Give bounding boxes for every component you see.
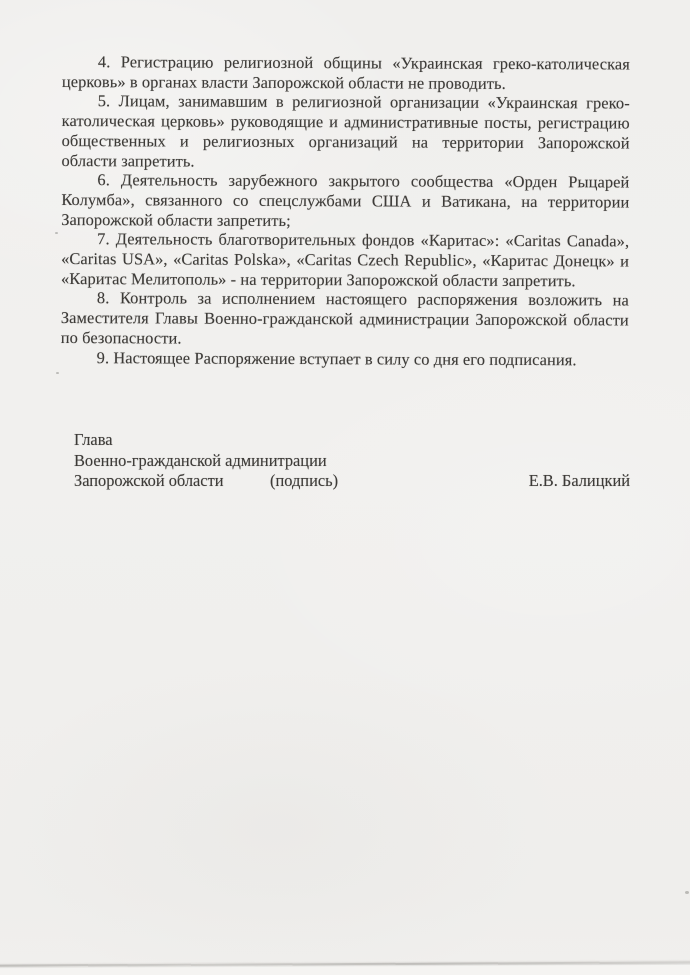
signer-title-line-2: Военно-гражданской админитрации xyxy=(74,450,327,470)
scan-speck xyxy=(56,372,59,374)
signer-name: Е.В. Балицкий xyxy=(528,471,630,491)
signer-title-line-3: Запорожской области xyxy=(74,471,224,491)
order-paragraph-7: 7. Деятельность благотворительных фондов «Каритас»: «Caritas Canada», «Caritas USA», «Caritas Polska», «Caritas Czech Republic», «Каритас Донецк» и «Каритас Мелитополь» - на территории Запорожской области запретить. xyxy=(60,229,630,290)
signer-title-line-1: Глава xyxy=(74,430,113,449)
signature-block xyxy=(74,430,630,492)
order-paragraph-8: 8. Контроль за исполнением настоящего распоряжения возложить на Заместителя Главы Военно-гражданской администрации Запорожской области по безопасности. xyxy=(60,288,629,348)
signature-row xyxy=(74,471,630,492)
document-text-block xyxy=(61,52,630,370)
scan-bottom-strip xyxy=(0,965,690,975)
scan-speck xyxy=(685,891,689,894)
order-paragraph-4: 4. Регистрацию религиозной общины «Украинская греко-католическая церковь» в органах власти Запорожской области не проводить. xyxy=(61,52,630,93)
order-paragraph-9: 9. Настоящее Распоряжение вступает в силу со дня его подписания. xyxy=(96,347,577,369)
signature-placeholder: (подпись) xyxy=(270,471,339,491)
order-paragraph-5: 5. Лицам, занимавшим в религиозной организации «Украинская греко-католическая церковь» руководящие и административные посты, регистрацию общественных и религиозных организаций на территории Запорожской области запретить. xyxy=(61,91,630,171)
order-paragraph-6: 6. Деятельность зарубежного закрытого сообщества «Орден Рыцарей Колумба», связанного со спецслужбами США и Ватикана, на территории Запорожской области запретить; xyxy=(61,170,630,230)
scan-speck xyxy=(55,232,58,234)
